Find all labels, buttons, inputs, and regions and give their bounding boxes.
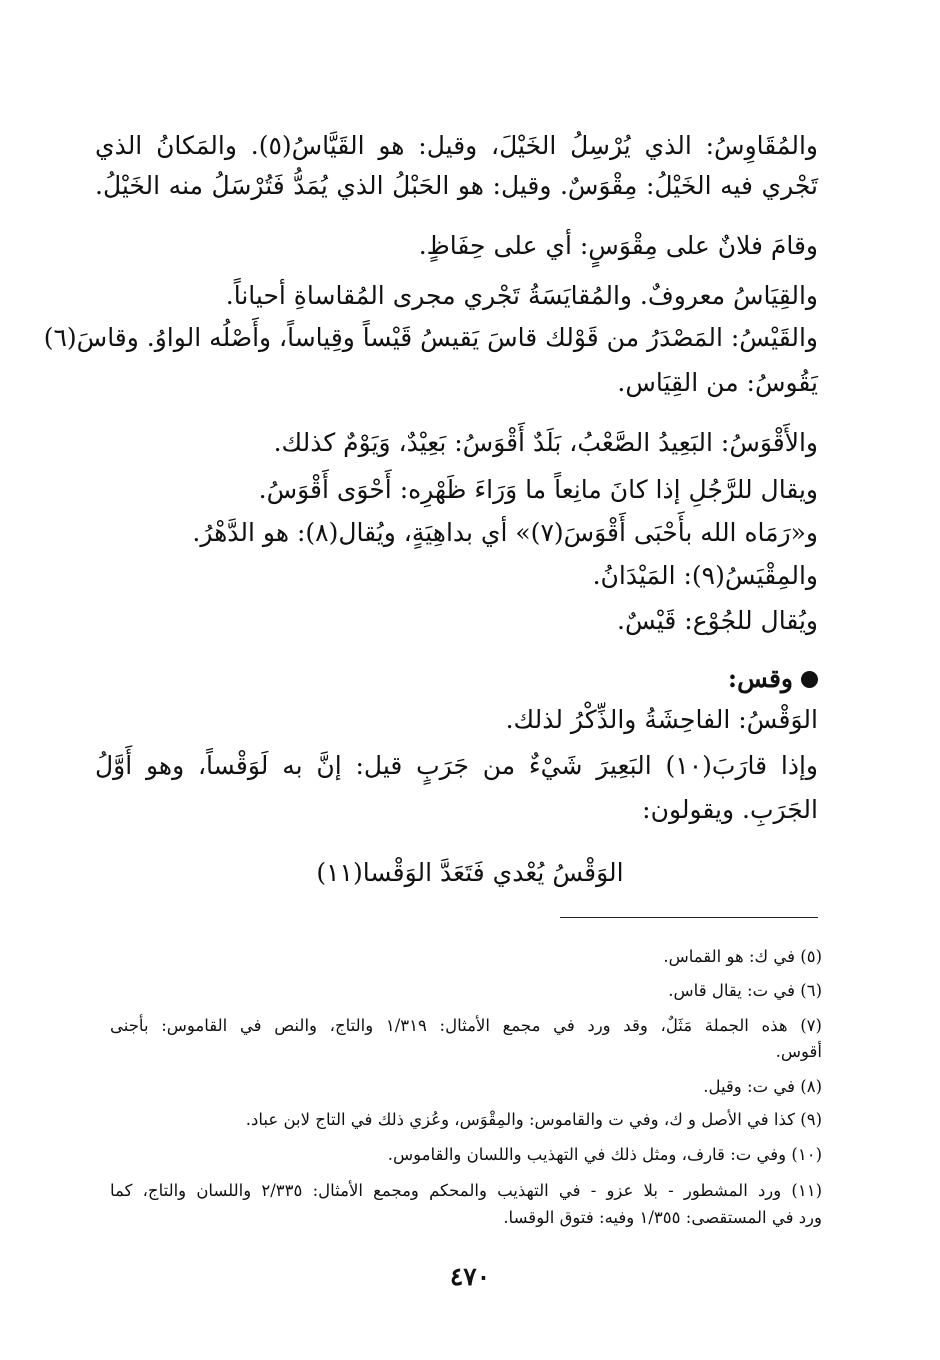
- entry-heading: [728, 661, 818, 697]
- footnote: (٧) هذه الجملة مَثَلٌ، وقد ورد في مجمع الأمثال: ١/٣١٩ والتاج، والنص في القاموس: بأجنى: [110, 1016, 822, 1035]
- footnote: (١٠) وفي ت: قارف، ومثل ذلك في التهذيب واللسان والقاموس.: [387, 1145, 822, 1164]
- footnote: (٨) في ت: وقيل.: [703, 1077, 822, 1096]
- footnote-separator: [560, 917, 818, 918]
- text-line: ويقال للرَّجُلِ إذا كانَ مانِعاً ما وَرَاءَ ظَهْرِه: أَحْوَى أَقْوَسُ.: [258, 475, 818, 504]
- text-line: والمِقْيَسُ(٩): المَيْدَانُ.: [592, 561, 818, 590]
- text-line: الوَقْسُ: الفاحِشَةُ والذِّكْرُ لذلك.: [505, 705, 818, 734]
- footnote: (١١) ورد المشطور - بلا عزو - في التهذيب والمحكم ومجمع الأمثال: ٢/٣٣٥ واللسان والتاج، كما: [110, 1181, 822, 1200]
- text-line: وقامَ فلانٌ على مِقْوَسٍ: أي على حِفَاظٍ.: [418, 231, 818, 260]
- text-line: والقِيَاسُ معروفٌ. والمُقايَسَةُ تَجْري مجرى المُقاساةِ أحياناً.: [225, 281, 818, 310]
- text-line: والقَيْسُ: المَصْدَرُ من قَوْلك قاسَ يَقيسُ قَيْساً وقِياساً، وأَصْلُه الواوُ. وقاسَ(٦): [43, 323, 818, 352]
- bullet-icon: [801, 671, 818, 688]
- footnote: ورد في المستقصى: ١/٣٥٥ وفيه: فتوق الوقسا.: [503, 1208, 822, 1227]
- text-line: يَقُوسُ: من القِيَاس.: [617, 368, 818, 397]
- text-line: ويُقال للجُوْع: قَيْسٌ.: [617, 606, 818, 635]
- footnote: (٦) في ت: يقال قاس.: [668, 981, 822, 1000]
- footnote: أقوس.: [775, 1042, 822, 1061]
- text-line: وإذا قارَبَ(١٠) البَعِيرَ شَيْءٌ من جَرَبٍ قيل: إنَّ به لَوَقْساً، وهو أَوَّلُ: [95, 751, 818, 780]
- text-line: تَجْري فيه الخَيْلُ: مِقْوَسٌ. وقيل: هو الحَبْلُ الذي يُمَدُّ فَتُرْسَلُ منه الخَيْلُ.: [95, 171, 818, 200]
- text-line: والأَقْوَسُ: البَعِيدُ الصَّعْبُ، بَلَدٌ أَقْوَسُ: بَعِيْدٌ، وَيَوْمٌ كذلك.: [273, 428, 818, 457]
- text-line: والمُقَاوِسُ: الذي يُرْسِلُ الخَيْلَ، وقيل: هو القَيَّاسُ(٥). والمَكانُ الذي: [95, 131, 818, 160]
- entry-heading-label: وقس:: [727, 664, 793, 693]
- text-line: و«رَمَاه الله بأَحْبَى أَقْوَسَ(٧)» أي بداهِيَةٍ، ويُقال(٨): هو الدَّهْرُ.: [192, 518, 818, 547]
- footnote: (٩) كذا في الأصل و ك، وفي ت والقاموس: والمِقْوَس، وعُزي ذلك في التاج لابن عباد.: [245, 1110, 822, 1129]
- footnote: (٥) في ك: هو القماس.: [663, 947, 822, 966]
- verse-line: الوَقْسُ يُعْدي فَتَعَدَّ الوَقْسا(١١): [316, 858, 624, 887]
- text-line: الجَرَبِ. ويقولون:: [642, 795, 818, 824]
- page-number: ٤٧٠: [449, 1262, 491, 1291]
